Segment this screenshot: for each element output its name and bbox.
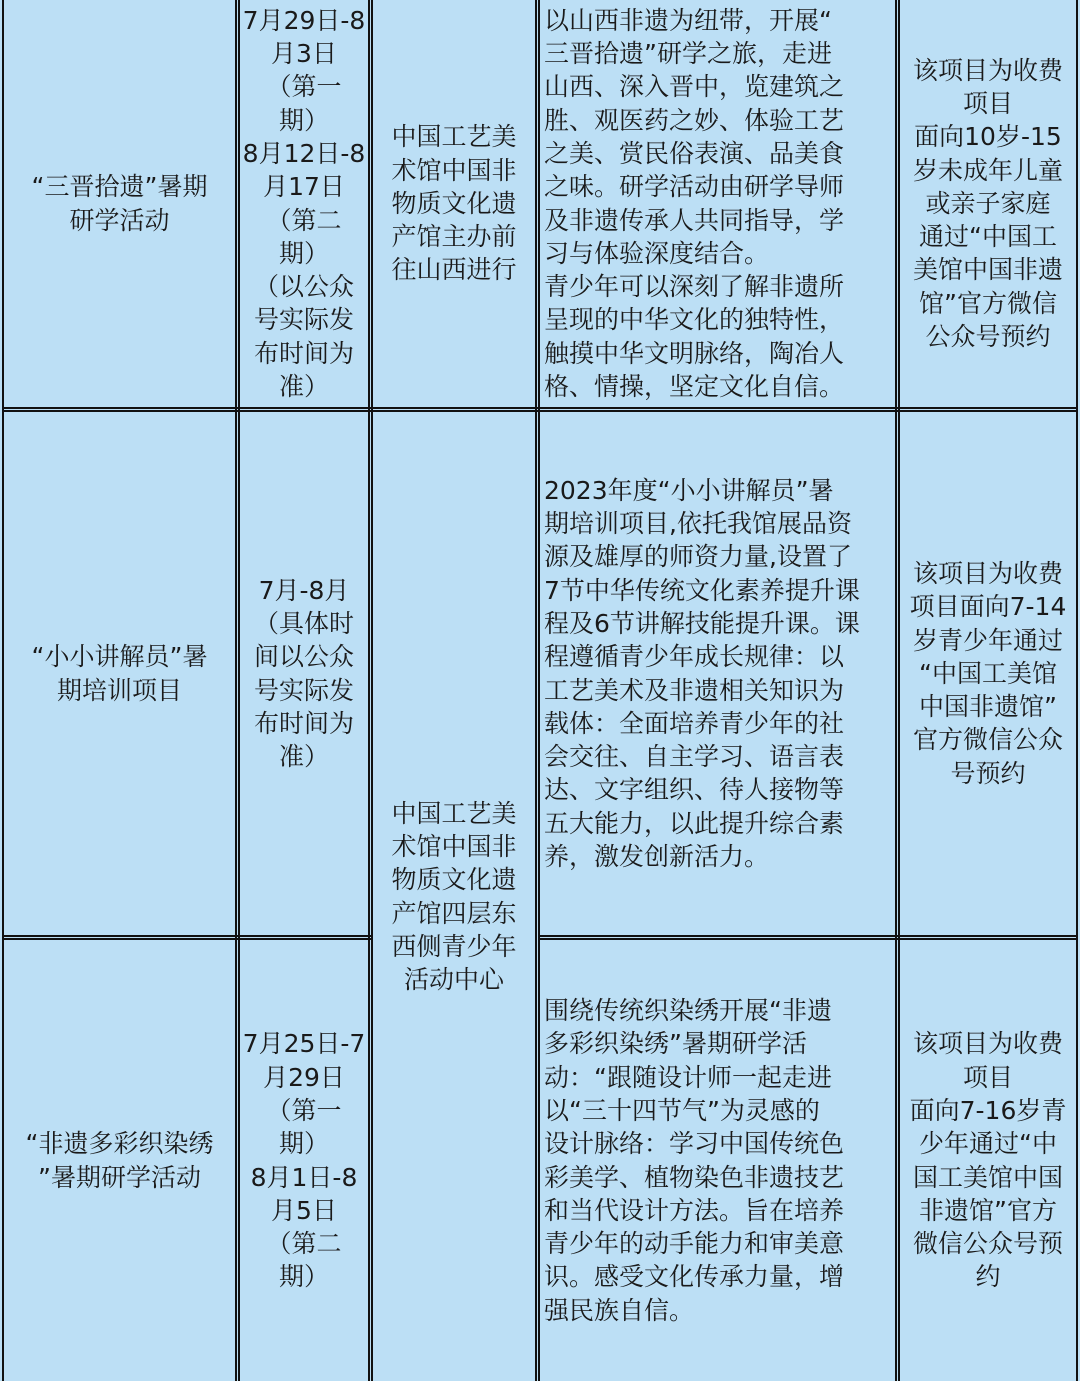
table-cell-time: 7月29日-8 月3日 （第一 期） 8月12日-8 月17日 （第二 期） （以公众 号实际发 布时间为 准） xyxy=(242,5,366,401)
table-cell-time: 7月-8月 （具体时 间以公众 号实际发 布时间为 准） xyxy=(253,575,354,772)
column-divider xyxy=(1076,0,1078,1381)
table-cell-content: 围绕传统织染绣开展“非遗 多彩织染绣”暑期研学活 动：“跟随设计师一起走进 以“三十四节气”为灵感的 设计脉络：学习中国传统色 彩美学、植物染色非遗技艺 和当代设计方法。旨在培养 青少年的动手能力和审美意 识。感受文化传承力量，增 强民族自信。 xyxy=(544,996,845,1325)
table-cell-name: “小小讲解员”暑 期培训项目 xyxy=(31,642,208,705)
table-cell-content: 2023年度“小小讲解员”暑 期培训项目,依托我馆展品资 源及雄厚的师资力量,设置了 7节中华传统文化素养提升课 程及6节讲解技能提升课。课 程遵循青少年成长规律：以 工艺美术及非遗相关知识为 载体：全面培养青少年的社 会交往、自主学习、语言表 达、文字组织、待人接物等 五大能力，以此提升综合素 养，激发创新活力。 xyxy=(544,475,860,871)
table-cell-location-shared: 中国工艺美 术馆中国非 物质文化遗 产馆四层东 西侧青少年 活动中心 xyxy=(391,798,517,995)
table-cell-name: “三晋拾遗”暑期 研学活动 xyxy=(31,172,208,235)
table-cell-notes: 该项目为收费 项目 面向7-16岁青 少年通过“中 国工美馆中国 非遗馆”官方 微信公众号预 约 xyxy=(909,1029,1067,1292)
table-cell-notes: 该项目为收费 项目 面向10岁-15 岁未成年儿童 或亲子家庭 通过“中国工 美馆中国非遗 馆”官方微信 公众号预约 xyxy=(912,55,1063,352)
table-cell-name: “非遗多彩织染绣 ”暑期研学活动 xyxy=(25,1129,214,1192)
table-cell-location: 中国工艺美 术馆中国非 物质文化遗 产馆主办前 往山西进行 xyxy=(391,122,517,285)
table-cell-notes: 该项目为收费 项目面向7-14 岁青少年通过 “中国工美馆 中国非遗馆” 官方微信公众 号预约 xyxy=(909,558,1067,788)
table-cell-content: 以山西非遗为纽带，开展“ 三晋拾遗”研学之旅，走进 山西、深入晋中，览建筑之 胜、观医药之妙、体验工艺 之美、赏民俗表演、品美食 之味。研学活动由研学导师 及非遗传承人共同指导，学 习与体验深度结合。 青少年可以深刻了解非遗所 呈现的中华文化的独特性， 触摸中华文明脉络，陶冶人 格、情操，坚定文化自信。 xyxy=(544,5,845,401)
table-cell-time: 7月25日-7 月29日 （第一 期） 8月1日-8 月5日 （第二 期） xyxy=(242,1029,366,1292)
